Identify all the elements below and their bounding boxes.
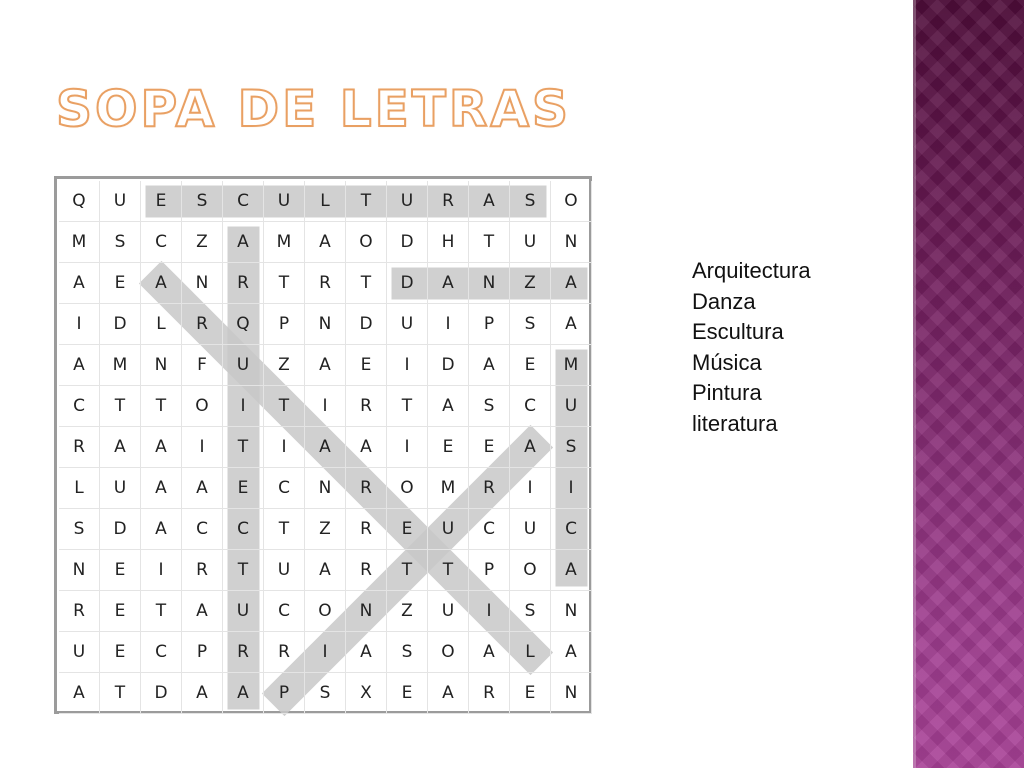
grid-cell: A (469, 181, 510, 222)
grid-cell: A (141, 427, 182, 468)
grid-cell: C (59, 386, 100, 427)
grid-cell: R (59, 591, 100, 632)
grid-cell: U (223, 345, 264, 386)
grid-cell: E (141, 181, 182, 222)
grid-cell: R (223, 263, 264, 304)
word-list-item: Arquitectura (692, 258, 811, 283)
grid-cell: Z (387, 591, 428, 632)
grid-cell: P (264, 304, 305, 345)
grid-cell: E (387, 509, 428, 550)
grid-cell: I (510, 468, 551, 509)
grid-cell: D (346, 304, 387, 345)
grid-cell: O (551, 181, 592, 222)
grid-cell: A (141, 263, 182, 304)
grid-cell: N (469, 263, 510, 304)
grid-cell: C (264, 468, 305, 509)
grid-cell: I (305, 386, 346, 427)
grid-cell: D (428, 345, 469, 386)
grid-cell: A (469, 632, 510, 673)
grid-cell: I (305, 632, 346, 673)
grid-cell: F (182, 345, 223, 386)
grid-cell: I (141, 550, 182, 591)
grid-cell: A (551, 550, 592, 591)
grid-cell: U (223, 591, 264, 632)
grid-cell: A (346, 427, 387, 468)
grid-cell: A (141, 509, 182, 550)
letter-grid (59, 181, 592, 714)
grid-cell: R (469, 673, 510, 714)
grid-cell: I (264, 427, 305, 468)
grid-cell: M (551, 345, 592, 386)
grid-cell: N (551, 673, 592, 714)
grid-cell: M (59, 222, 100, 263)
grid-cell: C (510, 386, 551, 427)
grid-cell: O (387, 468, 428, 509)
grid-cell: C (223, 181, 264, 222)
grid-cell: S (551, 427, 592, 468)
grid-cell: R (305, 263, 346, 304)
grid-cell: A (551, 632, 592, 673)
grid-cell: I (551, 468, 592, 509)
grid-cell: U (59, 632, 100, 673)
grid-cell: N (305, 468, 346, 509)
grid-cell: E (100, 550, 141, 591)
grid-cell: R (469, 468, 510, 509)
grid-cell: R (346, 509, 387, 550)
grid-cell: E (510, 345, 551, 386)
decorative-sidebar (913, 0, 1024, 768)
grid-cell: A (305, 427, 346, 468)
grid-cell: N (346, 591, 387, 632)
grid-cell: E (428, 427, 469, 468)
grid-cell: U (100, 468, 141, 509)
grid-cell: N (551, 222, 592, 263)
grid-cell: P (469, 550, 510, 591)
grid-cell: R (182, 550, 223, 591)
grid-cell: T (141, 591, 182, 632)
grid-cell: D (100, 304, 141, 345)
grid-cell: T (387, 386, 428, 427)
grid-cell: E (346, 345, 387, 386)
slide-title: SOPA DE LETRAS (56, 80, 572, 138)
grid-cell: I (387, 345, 428, 386)
grid-cell: U (387, 304, 428, 345)
grid-cell: L (305, 181, 346, 222)
grid-cell: E (387, 673, 428, 714)
grid-cell: P (182, 632, 223, 673)
grid-cell: I (428, 304, 469, 345)
grid-cell: T (428, 550, 469, 591)
grid-cell: A (59, 263, 100, 304)
grid-cell: A (182, 673, 223, 714)
grid-cell: R (346, 550, 387, 591)
grid-cell: T (346, 181, 387, 222)
grid-cell: N (305, 304, 346, 345)
grid-cell: L (59, 468, 100, 509)
grid-cell: U (428, 591, 469, 632)
grid-cell: M (264, 222, 305, 263)
grid-cell: Z (510, 263, 551, 304)
grid-cell: C (469, 509, 510, 550)
grid-cell: C (182, 509, 223, 550)
grid-cell: U (428, 509, 469, 550)
grid-cell: R (59, 427, 100, 468)
grid-cell: S (510, 304, 551, 345)
grid-cell: L (510, 632, 551, 673)
grid-cell: U (264, 550, 305, 591)
grid-cell: I (223, 386, 264, 427)
grid-cell: T (100, 386, 141, 427)
grid-cell: U (100, 181, 141, 222)
grid-cell: S (510, 181, 551, 222)
grid-cell: R (223, 632, 264, 673)
grid-cell: R (182, 304, 223, 345)
grid-cell: N (141, 345, 182, 386)
grid-cell: I (469, 591, 510, 632)
grid-cell: T (264, 386, 305, 427)
grid-cell: A (305, 345, 346, 386)
grid-cell: E (100, 591, 141, 632)
grid-cell: N (551, 591, 592, 632)
grid-cell: C (141, 222, 182, 263)
word-list-item: Pintura (692, 380, 762, 405)
grid-cell: T (100, 673, 141, 714)
grid-cell: H (428, 222, 469, 263)
grid-cell: Z (264, 345, 305, 386)
grid-cell: O (305, 591, 346, 632)
grid-cell: U (264, 181, 305, 222)
grid-cell: S (182, 181, 223, 222)
grid-cell: M (100, 345, 141, 386)
grid-cell: A (305, 550, 346, 591)
grid-cell: U (387, 181, 428, 222)
grid-cell: E (100, 263, 141, 304)
grid-cell: A (346, 632, 387, 673)
grid-cell: C (264, 591, 305, 632)
grid-cell: C (223, 509, 264, 550)
grid-cell: I (59, 304, 100, 345)
word-list-item: Escultura (692, 319, 784, 344)
grid-cell: T (141, 386, 182, 427)
grid-cell: D (387, 263, 428, 304)
grid-cell: S (59, 509, 100, 550)
grid-cell: A (59, 673, 100, 714)
grid-cell: E (223, 468, 264, 509)
grid-cell: I (182, 427, 223, 468)
grid-cell: P (469, 304, 510, 345)
grid-cell: R (346, 468, 387, 509)
grid-cell: A (100, 427, 141, 468)
grid-cell: Q (223, 304, 264, 345)
word-list-item: literatura (692, 410, 778, 436)
grid-cell: M (428, 468, 469, 509)
grid-cell: R (264, 632, 305, 673)
grid-cell: S (387, 632, 428, 673)
grid-cell: U (510, 509, 551, 550)
grid-cell: A (223, 222, 264, 263)
grid-cell: T (346, 263, 387, 304)
grid-cell: A (469, 345, 510, 386)
grid-cell: E (469, 427, 510, 468)
grid-cell: U (510, 222, 551, 263)
word-list-item: Danza (692, 288, 756, 314)
word-list (692, 256, 811, 439)
grid-cell: A (182, 591, 223, 632)
word-search-puzzle (54, 176, 592, 714)
grid-cell: A (428, 263, 469, 304)
grid-cell: S (305, 673, 346, 714)
grid-cell: E (100, 632, 141, 673)
grid-cell: T (223, 427, 264, 468)
grid-cell: T (387, 550, 428, 591)
grid-cell: A (551, 263, 592, 304)
grid-cell: O (346, 222, 387, 263)
grid-cell: R (428, 181, 469, 222)
grid-cell: P (264, 673, 305, 714)
grid-cell: A (428, 673, 469, 714)
grid-cell: U (551, 386, 592, 427)
grid-cell: C (551, 509, 592, 550)
grid-cell: A (223, 673, 264, 714)
grid-cell: T (264, 509, 305, 550)
grid-cell: N (59, 550, 100, 591)
grid-cell: Z (305, 509, 346, 550)
grid-cell: I (387, 427, 428, 468)
grid-cell: O (428, 632, 469, 673)
grid-cell: D (141, 673, 182, 714)
grid-cell: A (141, 468, 182, 509)
grid-cell: A (305, 222, 346, 263)
grid-cell: S (100, 222, 141, 263)
word-list-item: Música (692, 349, 762, 375)
grid-cell: T (264, 263, 305, 304)
grid-cell: X (346, 673, 387, 714)
grid-cell: A (59, 345, 100, 386)
grid-cell: A (182, 468, 223, 509)
grid-cell: D (387, 222, 428, 263)
grid-cell: D (100, 509, 141, 550)
grid-cell: L (141, 304, 182, 345)
grid-cell: O (510, 550, 551, 591)
grid-cell: C (141, 632, 182, 673)
grid-cell: A (428, 386, 469, 427)
grid-cell: Q (59, 181, 100, 222)
grid-cell: T (223, 550, 264, 591)
grid-cell: S (510, 591, 551, 632)
grid-cell: R (346, 386, 387, 427)
grid-cell: S (469, 386, 510, 427)
grid-cell: A (510, 427, 551, 468)
grid-cell: A (551, 304, 592, 345)
grid-cell: O (182, 386, 223, 427)
grid-cell: N (182, 263, 223, 304)
grid-cell: E (510, 673, 551, 714)
grid-cell: Z (182, 222, 223, 263)
grid-cell: T (469, 222, 510, 263)
